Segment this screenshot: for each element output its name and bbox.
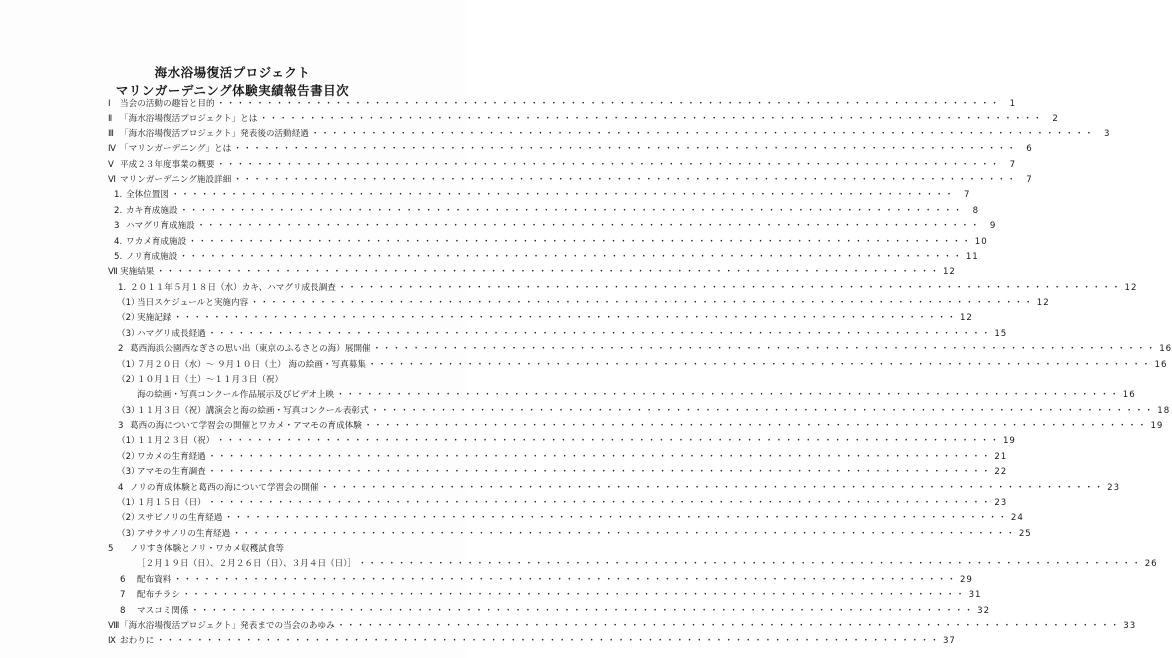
- toc-entry: [117, 328, 1008, 340]
- toc-leader-dots: ・・・・・・・・・・・・・・・・・・・・・・・・・・・・・・・・・・・・・・・・・・・・・・・・・・・・・・・・・・・・・・・・・・・・・・・・・・・・・・・・: [173, 313, 957, 324]
- toc-page-number: 11: [965, 251, 979, 262]
- toc-entry-title: 当会の活動の趣旨と目的: [120, 99, 215, 109]
- toc-entry-title: 配布チラシ: [137, 590, 180, 601]
- toc-leader-dots: ・・・・・・・・・・・・・・・・・・・・・・・・・・・・・・・・・・・・・・・・・・・・・・・・・・・・・・・・・・・・・・・・・・・・・・・・・・・・・・・・: [207, 467, 992, 478]
- toc-entry-number: 3: [114, 221, 120, 232]
- toc-page-number: 1: [1009, 99, 1017, 109]
- toc-entry: [117, 466, 1008, 478]
- toc-entry: [118, 282, 1138, 294]
- toc-leader-dots: ・・・・・・・・・・・・・・・・・・・・・・・・・・・・・・・・・・・・・・・・・・・・・・・・・・・・・・・・・・・・・・・・・・・・・・・・・・・・・・・・: [173, 574, 957, 585]
- toc-entry-title: ［２月１９日（日）、２月２６日（日）、３月４日（日）］: [137, 559, 357, 570]
- toc-entry-title: ワカメの生育経過: [137, 451, 206, 462]
- toc-page-number: 7: [1026, 175, 1033, 186]
- toc-entry-title: マスコミ関係: [137, 605, 189, 616]
- toc-entry: [117, 405, 1171, 417]
- toc-entry-number: （2）: [117, 374, 140, 385]
- toc-entry: [108, 143, 1033, 155]
- toc-entry: [117, 312, 973, 324]
- toc-page-number: 23: [1107, 482, 1121, 493]
- toc-page-number: 25: [1018, 528, 1032, 539]
- toc-entry: [120, 574, 973, 586]
- toc-leader-dots: ・・・・・・・・・・・・・・・・・・・・・・・・・・・・・・・・・・・・・・・・・・・・・・・・・・・・・・・・・・・・・・・・・・・・・・・・・・・・・・・・: [337, 282, 1122, 293]
- toc-entry: [117, 528, 1032, 540]
- toc-entry-title: ノリすき体験とノリ・ワカメ収穫試食等: [130, 544, 285, 555]
- toc-entry-title: ハマグリ育成施設: [126, 221, 195, 232]
- toc-leader-dots: ・・・・・・・・・・・・・・・・・・・・・・・・・・・・・・・・・・・・・・・・・・・・・・・・・・・・・・・・・・・・・・・・・・・・・・・・・・・・・・・・: [156, 636, 940, 647]
- toc-entry-title: ノリの育成体験と葛西の海について学習会の開催: [130, 482, 319, 493]
- toc-page-number: 2: [1052, 113, 1059, 124]
- toc-page-number: 18: [1157, 405, 1171, 416]
- toc-entry-title: 「マリンガーデニング」とは: [120, 144, 232, 155]
- toc-entry: [117, 435, 1016, 447]
- toc-leader-dots: ・・・・・・・・・・・・・・・・・・・・・・・・・・・・・・・・・・・・・・・・・・・・・・・・・・・・・・・・・・・・・・・・・・・・・・・・・・・・・・・・: [320, 482, 1105, 493]
- toc-entry: [108, 128, 1111, 140]
- toc-entry-number: 1.: [114, 190, 123, 201]
- toc-leader-dots: ・・・・・・・・・・・・・・・・・・・・・・・・・・・・・・・・・・・・・・・・・・・・・・・・・・・・・・・・・・・・・・・・・・・・・・・・・・・・・・・・: [207, 451, 992, 462]
- toc-entry: [114, 205, 980, 217]
- toc-page-number: 37: [942, 636, 956, 647]
- toc-page-number: 32: [977, 605, 991, 616]
- toc-page-number: 7: [1009, 159, 1017, 170]
- toc-entry-number: 4: [118, 482, 124, 493]
- toc-page-number: 15: [994, 328, 1008, 339]
- toc-entry-number: （1）: [117, 298, 140, 309]
- toc-entry-number: （3）: [117, 328, 140, 339]
- toc-leader-dots: ・・・・・・・・・・・・・・・・・・・・・・・・・・・・・・・・・・・・・・・・・・・・・・・・・・・・・・・・・・・・・・・・・・・・・・・・・・・・・・・・: [233, 144, 1017, 155]
- toc-entry: [118, 482, 1121, 494]
- toc-entry-title: ノリ育成施設: [126, 251, 178, 262]
- toc-entry: [117, 389, 1136, 401]
- toc-page-number: 33: [1123, 621, 1137, 632]
- toc-entry-title: 平成２３年度事業の概要: [120, 159, 215, 170]
- toc-entry-title: マリンガーデニング施設詳細: [120, 175, 232, 186]
- toc-page-number: 12: [959, 313, 973, 324]
- toc-page-number: 24: [1010, 513, 1024, 524]
- toc-page-number: 21: [994, 451, 1008, 462]
- toc-entry-number: （1）: [117, 436, 140, 447]
- toc-entry-title: 実施結果: [120, 267, 155, 278]
- toc-entry-number: 2.: [114, 205, 123, 216]
- toc-entry: [108, 266, 956, 278]
- toc-leader-dots: ・・・・・・・・・・・・・・・・・・・・・・・・・・・・・・・・・・・・・・・・・・・・・・・・・・・・・・・・・・・・・・・・・・・・・・・・・・・・・・・・: [232, 528, 1016, 539]
- toc-entry: [108, 113, 1059, 125]
- toc-leader-dots: ・・・・・・・・・・・・・・・・・・・・・・・・・・・・・・・・・・・・・・・・・・・・・・・・・・・・・・・・・・・・・・・・・・・・・・・・・・・・・・・・: [179, 205, 964, 216]
- document-subtitle: マリンガーデニング体験実績報告書目次: [115, 83, 350, 98]
- toc-entry: [118, 343, 1172, 355]
- toc-entry-number: Ⅰ: [108, 99, 111, 109]
- toc-entry-title: 「海水浴場復活プロジェクト」発表までの当会のあゆみ: [120, 621, 335, 632]
- toc-entry-number: （1）: [117, 359, 140, 370]
- toc-entry-title: 葛西海浜公園西なぎさの思い出（東京のふるさとの海）展開催: [130, 344, 371, 355]
- toc-page-number: 6: [1026, 144, 1033, 155]
- toc-entry: [108, 98, 1017, 110]
- toc-entry-number: （1）: [117, 498, 140, 509]
- toc-page-number: 26: [1144, 559, 1158, 570]
- toc-leader-dots: ・・・・・・・・・・・・・・・・・・・・・・・・・・・・・・・・・・・・・・・・・・・・・・・・・・・・・・・・・・・・・・・・・・・・・・・・・・・・・・・・: [250, 298, 1034, 309]
- toc-entry-number: Ⅱ: [108, 113, 113, 124]
- toc-leader-dots: ・・・・・・・・・・・・・・・・・・・・・・・・・・・・・・・・・・・・・・・・・・・・・・・・・・・・・・・・・・・・・・・・・・・・・・・・・・・・・・・・: [179, 251, 963, 262]
- toc-page-number: 7: [964, 190, 971, 201]
- document-title: 海水浴場復活プロジェクト: [154, 65, 311, 80]
- toc-page-number: 12: [1036, 298, 1050, 309]
- toc-leader-dots: ・・・・・・・・・・・・・・・・・・・・・・・・・・・・・・・・・・・・・・・・・・・・・・・・・・・・・・・・・・・・・・・・・・・・・・・・・・・・・・・・: [336, 390, 1120, 401]
- toc-entry-number: Ⅸ: [108, 636, 116, 647]
- toc-leader-dots: ・・・・・・・・・・・・・・・・・・・・・・・・・・・・・・・・・・・・・・・・・・・・・・・・・・・・・・・・・・・・・・・・・・・・・・・・・・・・・・・・: [196, 221, 981, 232]
- toc-entry-title: １１月２３日（祝）: [137, 436, 215, 447]
- toc-entry-title: カキ育成施設: [126, 205, 178, 216]
- toc-page-number: 22: [994, 467, 1008, 478]
- toc-entry-number: Ⅵ: [108, 175, 116, 186]
- toc-page-number: 3: [1103, 129, 1111, 140]
- toc-leader-dots: ・・・・・・・・・・・・・・・・・・・・・・・・・・・・・・・・・・・・・・・・・・・・・・・・・・・・・・・・・・・・・・・・・・・・・・・・・・・・・・・・: [181, 590, 966, 601]
- toc-entry: [118, 420, 1164, 432]
- toc-entry-number: 5.: [114, 251, 123, 262]
- toc-entry: [114, 236, 988, 248]
- toc-entry-number: 7: [120, 590, 126, 601]
- toc-entry: [117, 497, 1008, 509]
- toc-leader-dots: ・・・・・・・・・・・・・・・・・・・・・・・・・・・・・・・・・・・・・・・・・・・・・・・・・・・・・・・・・・・・・・・・・・・・・・・・・・・・・・・・: [233, 175, 1017, 186]
- toc-entry: [108, 174, 1033, 186]
- toc-entry-title: 海の絵画・写真コンクール作品展示及びビデオ上映: [137, 390, 335, 401]
- toc-entry-number: Ⅴ: [108, 159, 114, 170]
- toc-entry-title: １１月３日（祝）講演会と海の絵画・写真コンクール表彰式: [137, 405, 369, 416]
- toc-leader-dots: ・・・・・・・・・・・・・・・・・・・・・・・・・・・・・・・・・・・・・・・・・・・・・・・・・・・・・・・・・・・・・・・・・・・・・・・・・・・・・・・・: [156, 267, 940, 278]
- toc-entry-number: 4.: [114, 236, 123, 247]
- toc-page-number: 29: [959, 574, 973, 585]
- toc-entry: [117, 451, 1008, 463]
- toc-leader-dots: ・・・・・・・・・・・・・・・・・・・・・・・・・・・・・・・・・・・・・・・・・・・・・・・・・・・・・・・・・・・・・・・・・・・・・・・・・・・・・・・・: [216, 436, 1000, 447]
- toc-entry-title: ハマグリ成長経過: [137, 328, 206, 339]
- toc-entry: [114, 251, 979, 263]
- toc-entry-number: Ⅶ: [108, 267, 118, 278]
- toc-entry-number: 5: [108, 544, 114, 555]
- toc-leader-dots: ・・・・・・・・・・・・・・・・・・・・・・・・・・・・・・・・・・・・・・・・・・・・・・・・・・・・・・・・・・・・・・・・・・・・・・・・・・・・・・・・: [188, 236, 972, 247]
- toc-entry-number: 3: [118, 421, 124, 432]
- toc-entry-title: ワカメ育成施設: [126, 236, 187, 247]
- toc-entry-number: （3）: [117, 405, 140, 416]
- toc-page-number: 19: [1002, 436, 1016, 447]
- toc-entry-title: アマモの生育調査: [137, 467, 206, 478]
- toc-page-number: 16: [1154, 359, 1168, 370]
- toc-entry: [117, 558, 1158, 570]
- toc-leader-dots: ・・・・・・・・・・・・・・・・・・・・・・・・・・・・・・・・・・・・・・・・・・・・・・・・・・・・・・・・・・・・・・・・・・・・・・・・・・・・・・・・: [363, 421, 1148, 432]
- toc-entry: [108, 620, 1137, 632]
- toc-entry-number: （2）: [117, 513, 140, 524]
- toc-entry-title: 「海水浴場復活プロジェクト」とは: [120, 113, 258, 124]
- toc-leader-dots: ・・・・・・・・・・・・・・・・・・・・・・・・・・・・・・・・・・・・・・・・・・・・・・・・・・・・・・・・・・・・・・・・・・・・・・・・・・・・・・・・: [310, 129, 1095, 140]
- toc-entry: [114, 189, 971, 201]
- toc-leader-dots: ・・・・・・・・・・・・・・・・・・・・・・・・・・・・・・・・・・・・・・・・・・・・・・・・・・・・・・・・・・・・・・・・・・・・・・・・・・・・・・・・: [216, 99, 1001, 109]
- toc-entry-number: Ⅳ: [108, 144, 116, 155]
- toc-entry-number: （3）: [117, 467, 140, 478]
- toc-leader-dots: ・・・・・・・・・・・・・・・・・・・・・・・・・・・・・・・・・・・・・・・・・・・・・・・・・・・・・・・・・・・・・・・・・・・・・・・・・・・・・・・・: [216, 159, 1001, 170]
- toc-entry-number: 6: [120, 574, 126, 585]
- toc-leader-dots: ・・・・・・・・・・・・・・・・・・・・・・・・・・・・・・・・・・・・・・・・・・・・・・・・・・・・・・・・・・・・・・・・・・・・・・・・・・・・・・・・: [358, 559, 1142, 570]
- toc-page-number: 12: [1124, 282, 1138, 293]
- toc-page-number: 16: [1159, 344, 1172, 355]
- toc-entry-title: 「海水浴場復活プロジェクト」発表後の活動経過: [120, 129, 309, 140]
- toc-entry-title: １０月１日（土）～１１月３日（祝）: [137, 374, 284, 385]
- toc-entry-title: １月１５日（日）: [137, 498, 206, 509]
- toc-entry-title: おわりに: [120, 636, 155, 647]
- toc-leader-dots: ・・・・・・・・・・・・・・・・・・・・・・・・・・・・・・・・・・・・・・・・・・・・・・・・・・・・・・・・・・・・・・・・・・・・・・・・・・・・・・・・: [259, 113, 1043, 124]
- toc-entry-number: 2: [118, 344, 124, 355]
- toc-leader-dots: ・・・・・・・・・・・・・・・・・・・・・・・・・・・・・・・・・・・・・・・・・・・・・・・・・・・・・・・・・・・・・・・・・・・・・・・・・・・・・・・・: [336, 621, 1121, 632]
- toc-page-number: 19: [1150, 421, 1164, 432]
- toc-page-number: 10: [974, 236, 988, 247]
- toc-entry-title: ７月２０日（水）～ ９月１０日（土） 海の絵画・写真募集: [137, 359, 366, 370]
- toc-page-number: 9: [989, 221, 997, 232]
- toc-entry-title: ２０１１年５月１８日（水）カキ、ハマグリ成長調査: [130, 282, 336, 293]
- toc-entry-title: アサクサノリの生育経過: [137, 528, 231, 539]
- toc-entry-number: Ⅲ: [108, 129, 114, 140]
- toc-page-number: 8: [972, 205, 980, 216]
- toc-entry-number: （2）: [117, 451, 140, 462]
- toc-entry-title: 実施記録: [137, 313, 172, 324]
- toc-leader-dots: ・・・・・・・・・・・・・・・・・・・・・・・・・・・・・・・・・・・・・・・・・・・・・・・・・・・・・・・・・・・・・・・・・・・・・・・・・・・・・・・・: [170, 190, 955, 201]
- toc-leader-dots: ・・・・・・・・・・・・・・・・・・・・・・・・・・・・・・・・・・・・・・・・・・・・・・・・・・・・・・・・・・・・・・・・・・・・・・・・・・・・・・・・: [190, 605, 975, 616]
- toc-page-number: 16: [1122, 390, 1136, 401]
- toc-entry: [117, 359, 1168, 371]
- toc-entry: [117, 512, 1024, 524]
- toc-leader-dots: ・・・・・・・・・・・・・・・・・・・・・・・・・・・・・・・・・・・・・・・・・・・・・・・・・・・・・・・・・・・・・・・・・・・・・・・・・・・・・・・・: [207, 328, 992, 339]
- toc-entry-title: 配布資料: [137, 574, 172, 585]
- toc-entry: [120, 605, 991, 617]
- toc-entry-number: （3）: [117, 528, 140, 539]
- toc-entry-number: 1.: [118, 282, 127, 293]
- toc-leader-dots: ・・・・・・・・・・・・・・・・・・・・・・・・・・・・・・・・・・・・・・・・・・・・・・・・・・・・・・・・・・・・・・・・・・・・・・・・・・・・・・・・: [224, 513, 1008, 524]
- toc-entry-title: 当日スケジュールと実施内容: [137, 298, 249, 309]
- toc-entry-title: スサビノリの生育経過: [137, 513, 223, 524]
- toc-entry: [108, 159, 1017, 171]
- toc-entry: [114, 220, 997, 232]
- toc-entry-title: 全体位置図: [126, 190, 169, 201]
- toc-leader-dots: ・・・・・・・・・・・・・・・・・・・・・・・・・・・・・・・・・・・・・・・・・・・・・・・・・・・・・・・・・・・・・・・・・・・・・・・・・・・・・・・・: [370, 405, 1155, 416]
- toc-entry: [108, 543, 402, 555]
- toc-entry-title: 葛西の海について学習会の開催とワカメ・アマモの育成体験: [130, 421, 362, 432]
- toc-entry-number: 8: [120, 605, 126, 616]
- toc-leader-dots: ・・・・・・・・・・・・・・・・・・・・・・・・・・・・・・・・・・・・・・・・・・・・・・・・・・・・・・・・・・・・・・・・・・・・・・・・・・・・・・・・: [207, 498, 992, 509]
- toc-entry-number: Ⅷ: [108, 621, 120, 632]
- toc-leader-dots: ・・・・・・・・・・・・・・・・・・・・・・・・・・・・・・・・・・・・・・・・・・・・・・・・・・・・・・・・・・・・・・・・・・・・・・・・・・・・・・・・: [372, 344, 1157, 355]
- toc-entry: [117, 297, 1050, 309]
- toc-page-number: 31: [968, 590, 982, 601]
- toc-leader-dots: ・・・・・・・・・・・・・・・・・・・・・・・・・・・・・・・・・・・・・・・・・・・・・・・・・・・・・・・・・・・・・・・・・・・・・・・・・・・・・・・・: [367, 359, 1152, 370]
- toc-page-number: 12: [942, 267, 956, 278]
- toc-entry-number: （2）: [117, 313, 140, 324]
- toc-entry: [108, 635, 956, 647]
- toc-page-number: 23: [994, 498, 1008, 509]
- toc-entry: [117, 374, 402, 386]
- toc-entry: [120, 589, 982, 601]
